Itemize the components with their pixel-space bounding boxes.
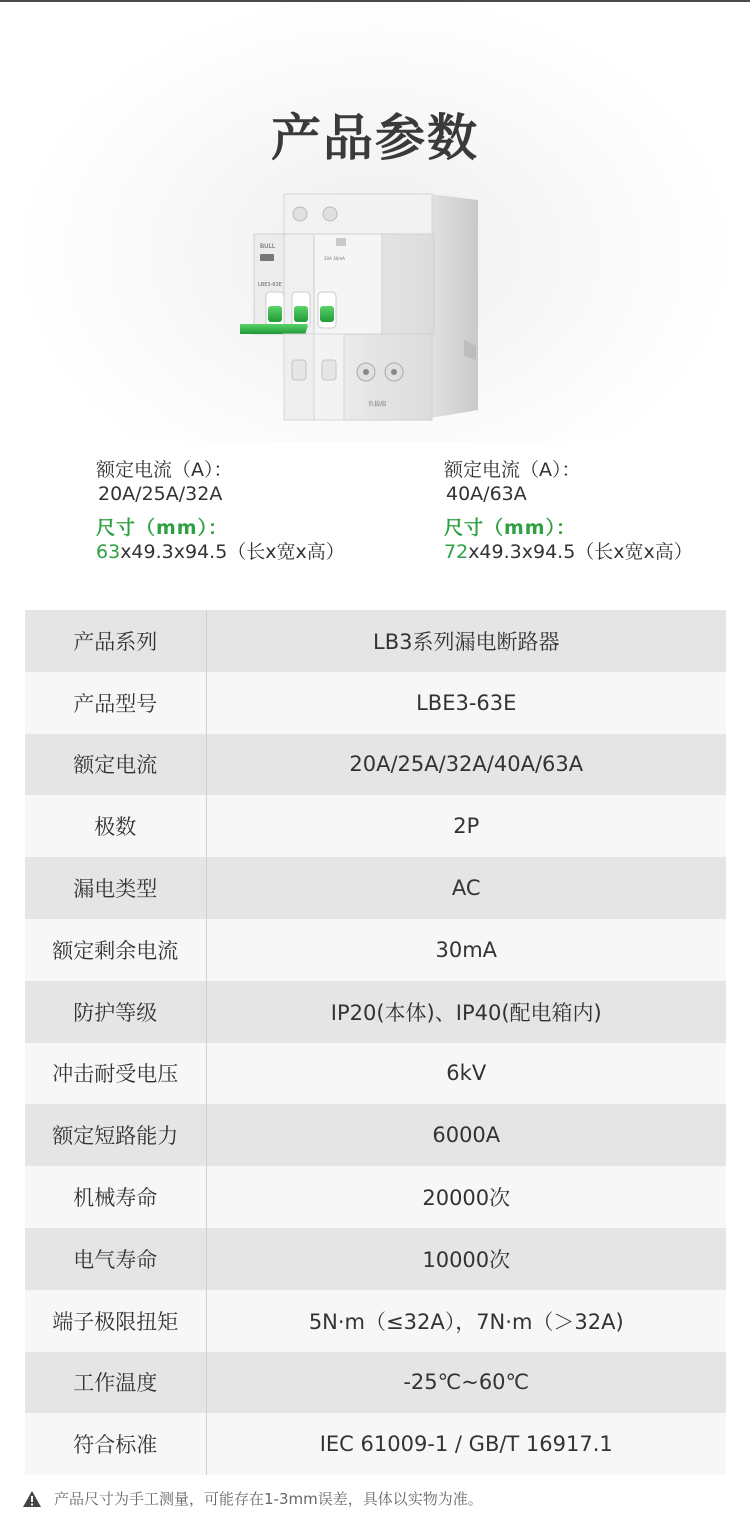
table-row (25, 1043, 726, 1105)
table-row (25, 1290, 726, 1352)
table-row (25, 1228, 726, 1290)
size-label: 尺寸（mm）： (96, 517, 229, 539)
footnote (22, 1488, 483, 1509)
rated-current-label: 额定电流（A）： (96, 459, 233, 481)
param-value: 30mA (206, 919, 726, 981)
table-row (25, 857, 726, 919)
table-row (25, 672, 726, 734)
rated-current-value: 20A/25A/32A (98, 483, 223, 505)
rated-current-label: 额定电流（A）： (444, 459, 581, 481)
param-value: 5N·m（≤32A），7N·m（＞32A) (206, 1290, 726, 1352)
param-value: 20000次 (206, 1166, 726, 1228)
param-name: 产品型号 (25, 672, 206, 734)
rated-current-value: 40A/63A (446, 483, 527, 505)
param-value: LB3系列漏电断路器 (206, 610, 726, 672)
size-length-highlight: 72 (444, 541, 469, 563)
table-row (25, 1104, 726, 1166)
param-name: 端子极限扭矩 (25, 1290, 206, 1352)
param-value: 6kV (206, 1043, 726, 1105)
table-row (25, 981, 726, 1043)
size-value (444, 540, 693, 564)
size-label: 尺寸（mm）： (444, 517, 577, 539)
variant-spec-left (96, 458, 345, 564)
param-value: 20A/25A/32A/40A/63A (206, 734, 726, 796)
param-value: -25℃~60℃ (206, 1352, 726, 1414)
param-value: LBE3-63E (206, 672, 726, 734)
param-value: 10000次 (206, 1228, 726, 1290)
size-rest: x49.3x94.5（长x宽x高） (120, 541, 345, 563)
svg-text:20A 30mA: 20A 30mA (324, 256, 345, 261)
param-name: 漏电类型 (25, 857, 206, 919)
param-name: 防护等级 (25, 981, 206, 1043)
param-name: 额定剩余电流 (25, 919, 206, 981)
param-name: 产品系列 (25, 610, 206, 672)
table-row (25, 795, 726, 857)
product-image (240, 190, 490, 430)
param-name: 极数 (25, 795, 206, 857)
size-length-highlight: 63 (96, 541, 121, 563)
size-rest: x49.3x94.5（长x宽x高） (468, 541, 693, 563)
variant-spec-right (444, 458, 693, 564)
warning-icon (22, 1489, 42, 1509)
svg-text:LBE3-63E: LBE3-63E (258, 282, 282, 288)
param-name: 机械寿命 (25, 1166, 206, 1228)
param-name: 电气寿命 (25, 1228, 206, 1290)
param-name: 额定电流 (25, 734, 206, 796)
param-name: 冲击耐受电压 (25, 1043, 206, 1105)
param-value: IEC 61009-1 / GB/T 16917.1 (206, 1413, 726, 1475)
param-value: IP20(本体)、IP40(配电箱内) (206, 981, 726, 1043)
param-name: 工作温度 (25, 1352, 206, 1414)
svg-text:BULL: BULL (260, 243, 276, 250)
footnote-text: 产品尺寸为手工测量，可能存在1-3mm误差，具体以实物为准。 (54, 1490, 483, 1508)
param-value: 6000A (206, 1104, 726, 1166)
param-name: 符合标准 (25, 1413, 206, 1475)
table-row (25, 1413, 726, 1475)
table-row (25, 610, 726, 672)
table-row (25, 1166, 726, 1228)
table-row (25, 1352, 726, 1414)
size-value (96, 540, 345, 564)
table-row (25, 919, 726, 981)
param-value: AC (206, 857, 726, 919)
table-row (25, 734, 726, 796)
param-value: 2P (206, 795, 726, 857)
svg-text:负载端: 负载端 (368, 401, 387, 408)
page-title: 产品参数 (271, 109, 479, 167)
param-table (25, 610, 726, 1475)
param-name: 额定短路能力 (25, 1104, 206, 1166)
